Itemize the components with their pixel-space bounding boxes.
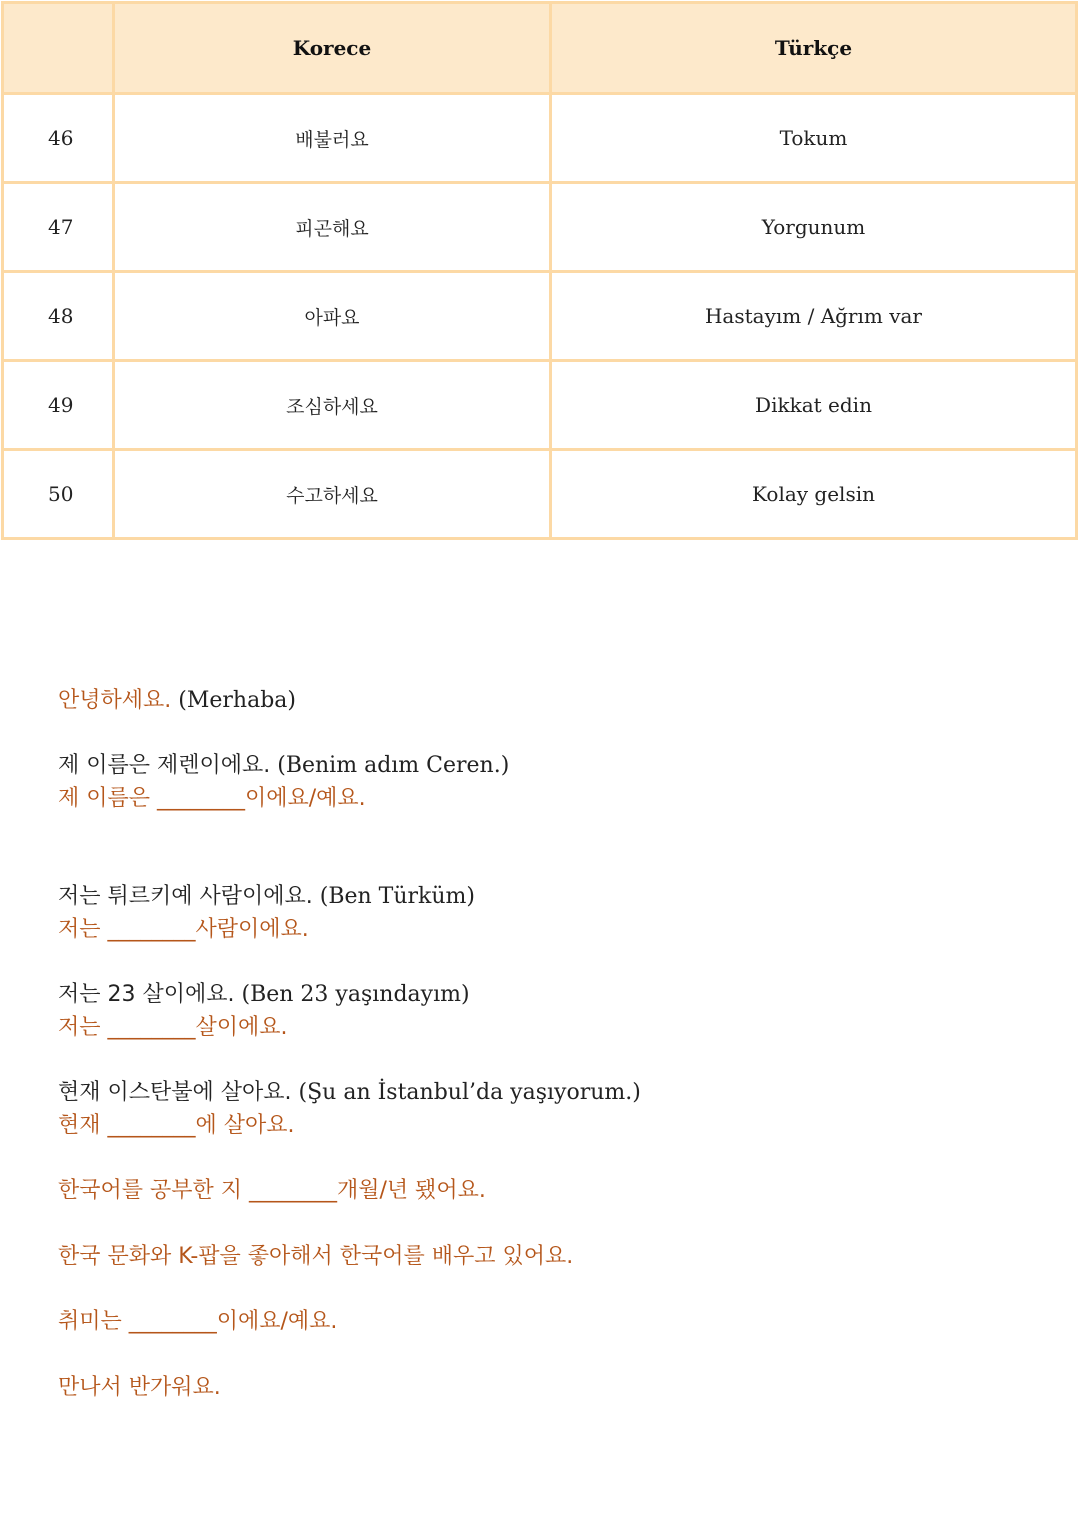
row-number: 49 [3,361,114,450]
turkish-cell: Yorgunum [551,183,1077,272]
row-number: 46 [3,94,114,183]
sentence-line: 저는 23 살이에요. (Ben 23 yaşındayım) [58,982,470,1007]
sentence-line: 제 이름은 제렌이에요. (Benim adım Ceren.) [58,753,510,778]
korean-cell: 배불러요 [114,94,551,183]
row-number: 47 [3,183,114,272]
header-number [3,3,114,94]
table-row [3,272,1077,361]
turkish-cell: Kolay gelsin [551,450,1077,539]
table-header [3,3,1077,94]
sentence-line: 현재 이스탄불에 살아요. (Şu an İstanbul’da yaşıyorum.) [58,1080,641,1105]
header-turkish: Türkçe [551,3,1077,94]
fill-in-line: 저는 ________사람이에요. [58,917,309,942]
korean-cell: 아파요 [114,272,551,361]
fill-in-line: 현재 ________에 살아요. [58,1113,295,1138]
korean-cell: 수고하세요 [114,450,551,539]
table-row [3,94,1077,183]
fill-in-line: 한국어를 공부한 지 ________개월/년 됐어요. [58,1178,486,1203]
fill-in-line: 제 이름은 ________이에요/예요. [58,786,366,811]
turkish-cell: Tokum [551,94,1077,183]
korean-cell: 피곤해요 [114,183,551,272]
sentence-line: 한국 문화와 K-팝을 좋아해서 한국어를 배우고 있어요. [58,1244,574,1269]
sentence-line: 만나서 반가워요. [58,1375,221,1400]
table-row [3,183,1077,272]
sentence-line: 저는 튀르키예 사람이에요. (Ben Türküm) [58,884,475,909]
turkish-cell: Hastayım / Ağrım var [551,272,1077,361]
table-row [3,361,1077,450]
header-korean: Korece [114,3,551,94]
row-number: 50 [3,450,114,539]
fill-in-line: 취미는 ________이에요/예요. [58,1309,338,1334]
korean-cell: 조심하세요 [114,361,551,450]
fill-in-line: 저는 ________살이에요. [58,1015,288,1040]
vocabulary-table [1,1,1078,540]
table-row [3,450,1077,539]
turkish-cell: Dikkat edin [551,361,1077,450]
row-number: 48 [3,272,114,361]
sentence-line: 안녕하세요. (Merhaba) [58,688,296,713]
